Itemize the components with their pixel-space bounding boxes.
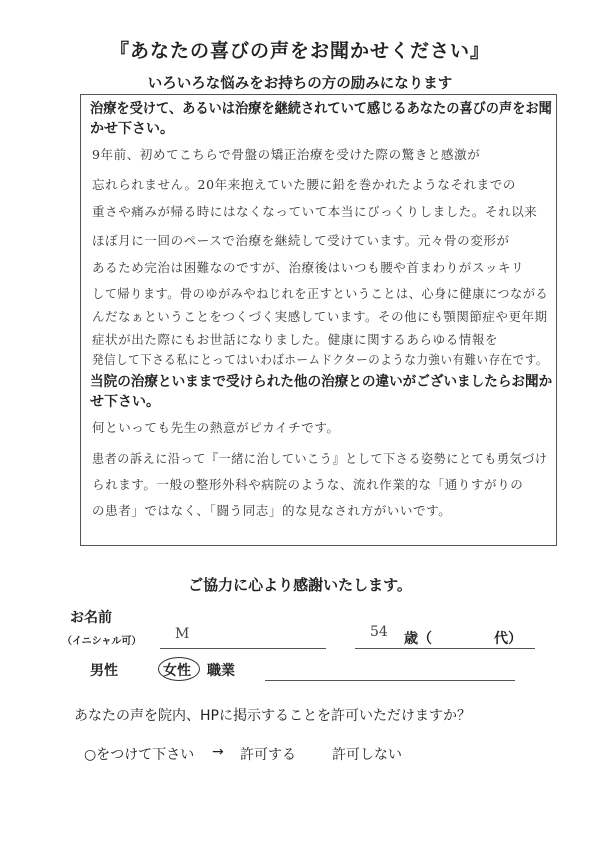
answer-2-line: 何といっても先生の熱意がピカイチです。 [92, 420, 340, 435]
answer-1-line: 発信して下さる私にとってはいわばホームドクターのような力強い有難い存在です。 [92, 352, 548, 367]
circle-instruction: ○をつけて下さい [84, 747, 195, 763]
name-underline [160, 648, 326, 649]
name-note: （イニシャル可） [62, 636, 142, 647]
page-subtitle: いろいろな悩みをお持ちの方の励みになります [147, 76, 453, 92]
occupation-label: 職業 [207, 663, 235, 679]
gender-male[interactable]: 男性 [90, 663, 118, 679]
name-label: お名前 [70, 610, 112, 626]
page-title: 『あなたの喜びの声をお聞かせください』 [109, 40, 490, 62]
question-2-line-2: せ下さい。 [90, 394, 160, 410]
question-2-line-1: 当院の治療といままで受けられた他の治療との違いがございましたらお聞か [90, 374, 553, 390]
answer-1-line: して帰ります。骨のゆがみやねじれを正すということは、心身に健康につながる [92, 286, 549, 301]
age-label: 歳（ [404, 631, 432, 647]
name-value[interactable]: M [175, 626, 190, 642]
answer-1-line: んだなぁということをつくづく実感しています。その他にも顎関節症や更年期 [92, 309, 548, 324]
answer-1-line: 症状が出た際にもお世話になりました。健康に関するあらゆる情報を [92, 332, 499, 347]
answer-1-line: 9年前、初めてこちらで骨盤の矯正治療を受けた際の驚きと感激が [92, 147, 481, 162]
decade-label: 代） [494, 631, 522, 647]
allow-option[interactable]: 許可する [240, 747, 296, 763]
answer-1-line: あるため完治は困難なのですが、治療後はいつも腰や首まわりがスッキリ [92, 260, 525, 275]
question-1-line-2: かせ下さい。 [90, 121, 174, 137]
permission-question: あなたの声を院内、HPに掲示することを許可いただけますか？ [74, 708, 471, 724]
answer-1-line: 忘れられません。20年来抱えていた腰に鉛を巻かれたようなそれまでの [92, 177, 516, 192]
arrow-icon: → [212, 744, 224, 760]
age-value[interactable]: 54 [370, 624, 388, 640]
age-underline [355, 648, 535, 649]
answer-2-line: られます。一般の整形外科や病院のような、流れ作業的な「通りすがりの [92, 477, 524, 492]
answer-2-line: の患者」ではなく、「闘う同志」的な見なされ方がいいです。 [92, 503, 452, 518]
occupation-underline [265, 680, 515, 681]
question-1-line-1: 治療を受けて、あるいは治療を継続されていて感じるあなたの喜びの声をお聞 [90, 101, 552, 117]
gender-female[interactable]: 女性 [163, 663, 191, 679]
answer-2-line: 患者の訴えに沿って『一緒に治していこう』として下さる姿勢にとても勇気づけ [92, 451, 548, 466]
answer-1-line: ほぼ月に一回のペースで治療を継続して受けています。元々骨の変形が [92, 233, 510, 248]
deny-option[interactable]: 許可しない [332, 747, 402, 763]
thanks-message: ご協力に心より感謝いたします。 [188, 576, 412, 594]
answer-1-line: 重さや痛みが帰る時にはなくなっていて本当にびっくりしました。それ以来 [92, 204, 538, 219]
